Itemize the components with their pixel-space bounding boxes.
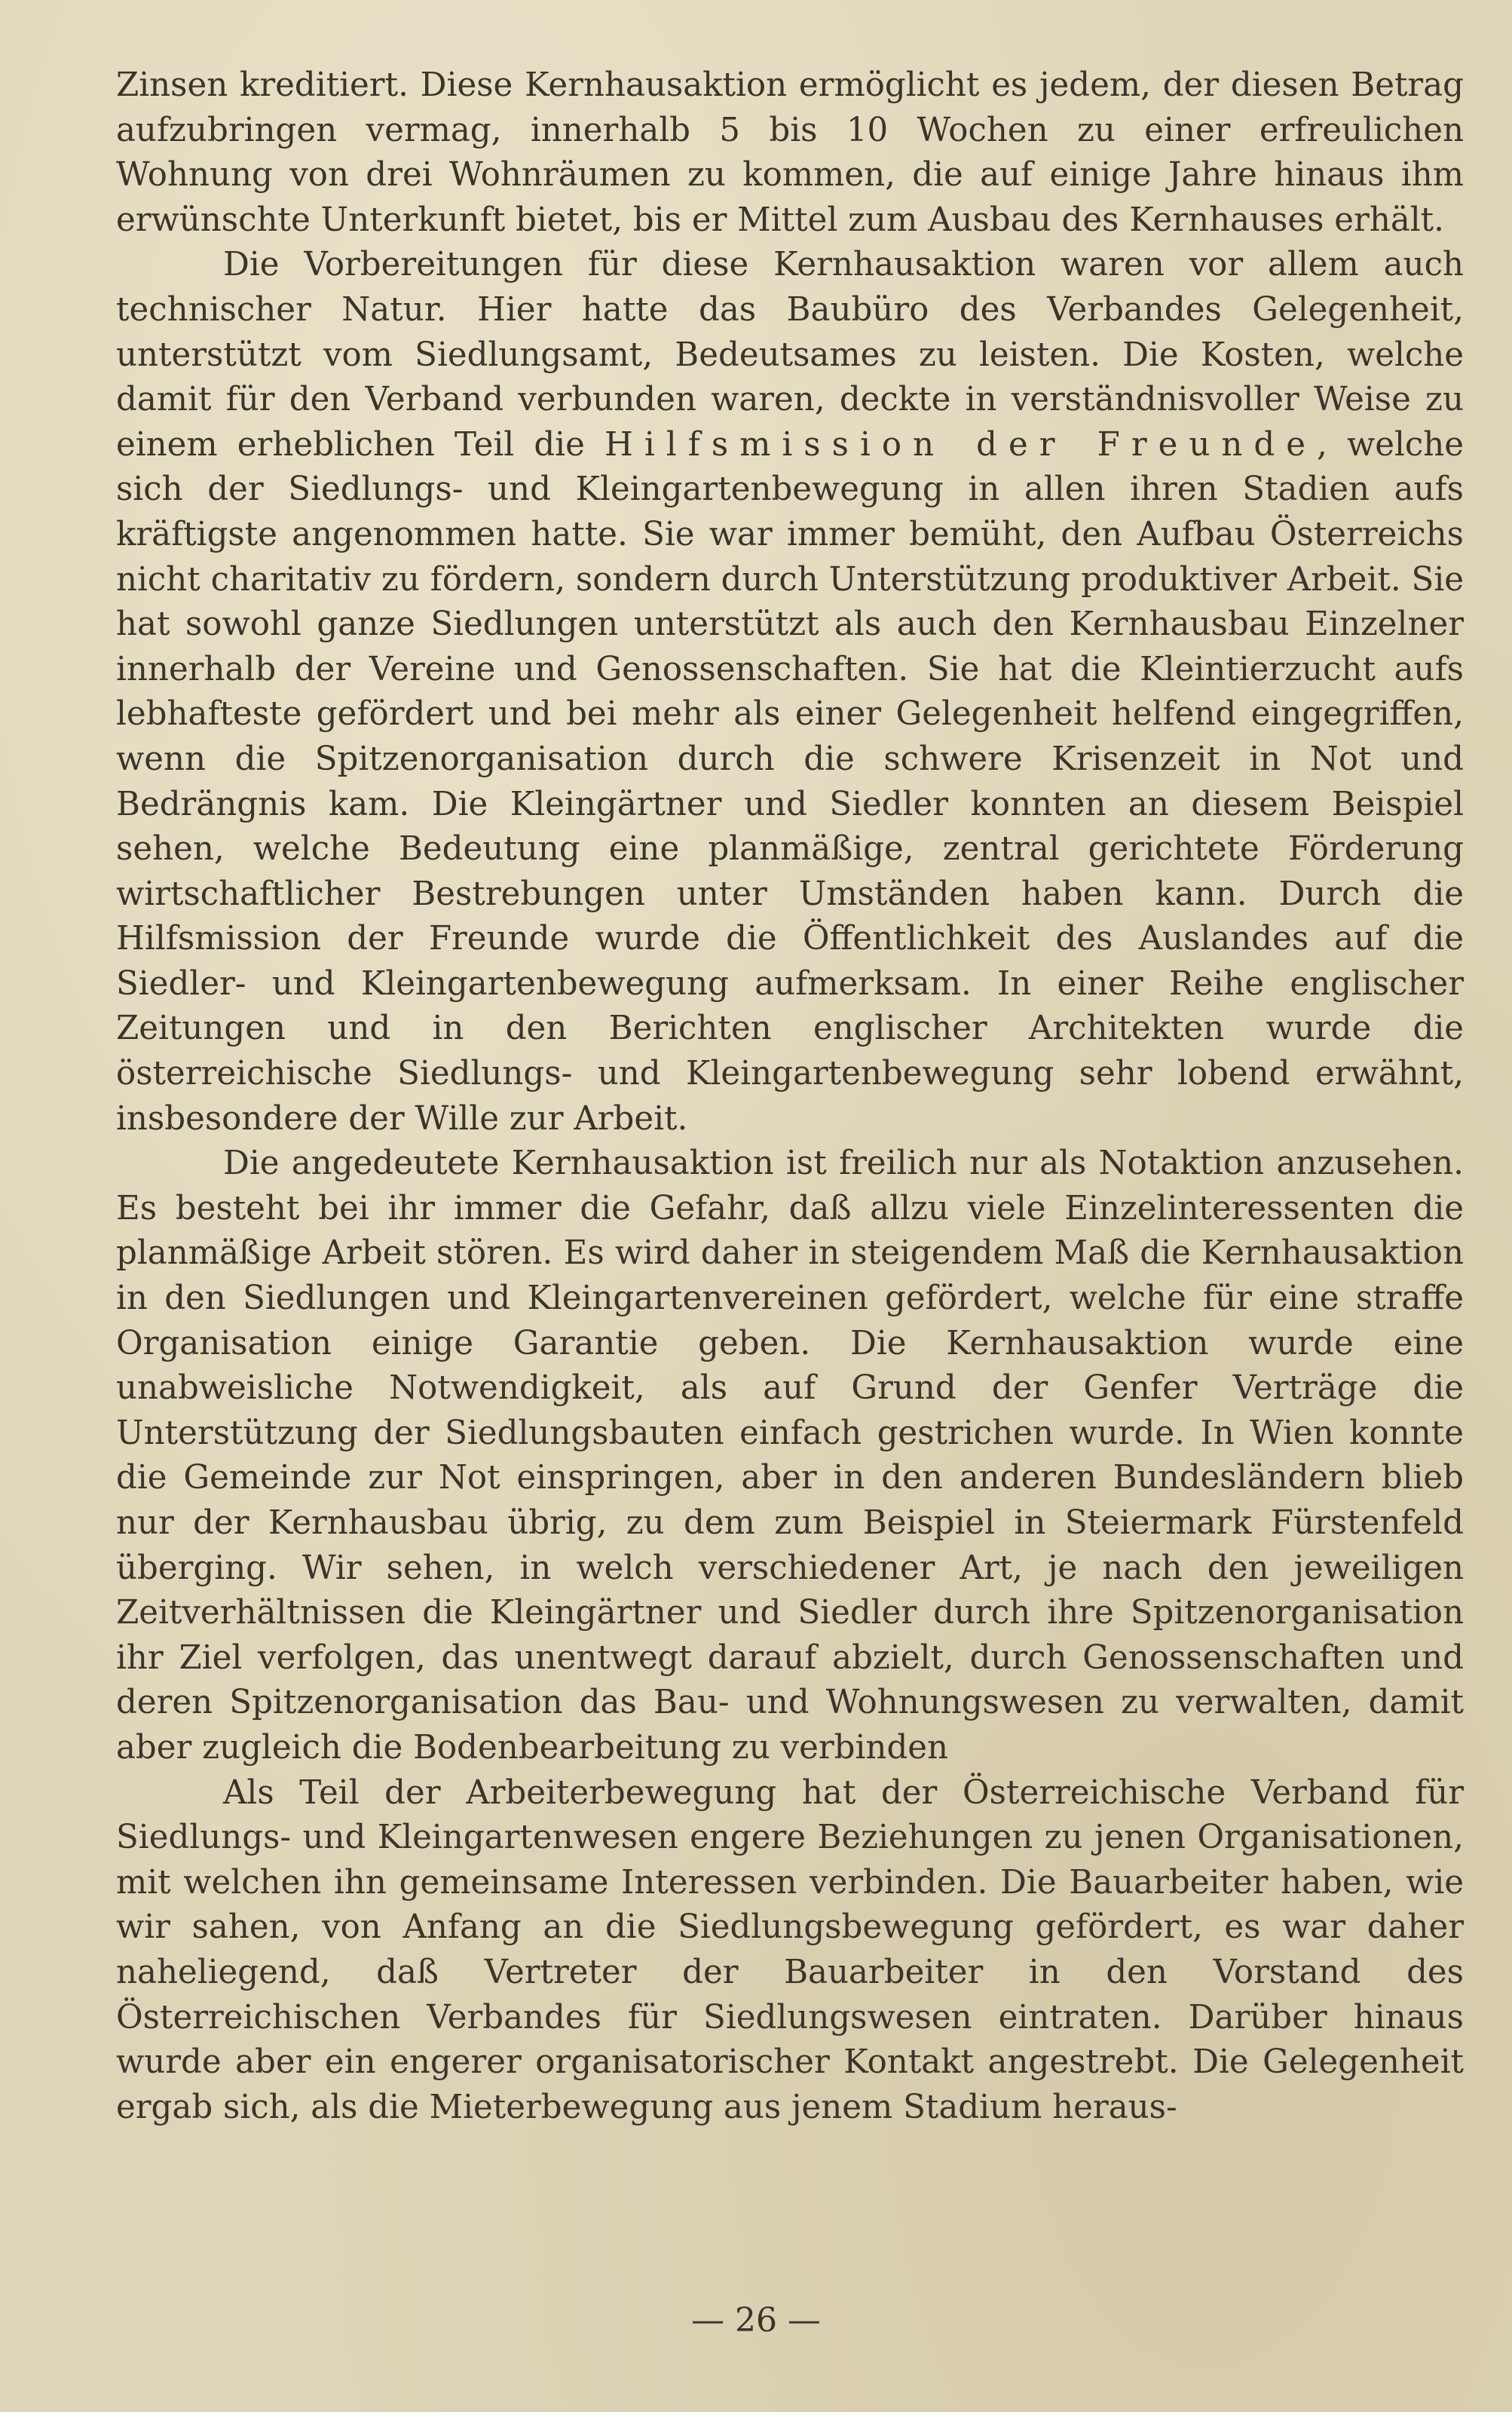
paragraph-preparations-text-end: , welche sich der Siedlungs- und Kleingartenbewegung in allen ihren Stadien aufs kräftigste angenommen hatte. Sie war immer bemüht, den Aufbau Österreichs nicht charitativ zu fördern, sondern durch Unterstützung produktiver Arbeit. Sie hat sowohl ganze Siedlungen unterstützt als auch den Kernhausbau Einzelner innerhalb der Vereine und Genossenschaften. Sie hat die Kleintierzucht aufs lebhafteste gefördert und bei mehr als einer Gelegenheit helfend eingegriffen, wenn die Spitzenorganisation durch die schwere Krisenzeit in Not und Bedrängnis kam. Die Kleingärtner und Siedler konnten an diesem Beispiel sehen, welche Bedeutung eine planmäßige, zentral gerichtete Förderung wirtschaftlicher Bestrebungen unter Umständen haben kann. Durch die Hilfsmission der Freunde wurde die Öffentlichkeit des Auslandes auf die Siedler- und Kleingartenbewegung aufmerksam. In einer Reihe englischer Zeitungen und in den Berichten englischer Architekten wurde die österreichische Siedlungs- und Kleingartenbewegung sehr lobend erwähnt, insbesondere der Wille zur Arbeit. — [116, 425, 1464, 1138]
paragraph-arbeiterbewegung: Als Teil der Arbeiterbewegung hat der Österreichische Verband für Siedlungs- und Kleingartenwesen engere Beziehungen zu jenen Organisationen, mit welchen ihn gemeinsame Interessen verbinden. Die Bauarbeiter haben, wie wir sahen, von Anfang an die Siedlungsbewegung gefördert, es war daher naheliegend, daß Vertreter der Bauarbeiter in den Vorstand des Österreichischen Verbandes für Siedlungswesen eintraten. Darüber hinaus wurde aber ein engerer organisatorischer Kontakt angestrebt. Die Gelegenheit ergab sich, als die Mieterbewegung aus jenem Stadium heraus- — [116, 1773, 1464, 2126]
paragraph-kernhaus-continuation: Zinsen kreditiert. Diese Kernhausaktion ermöglicht es jedem, der diesen Betrag aufzubringen vermag, innerhalb 5 bis 10 Wochen zu einer erfreulichen Wohnung von drei Wohnräumen zu kommen, die auf einige Jahre hinaus ihm erwünschte Unterkunft bietet, bis er Mittel zum Ausbau des Kernhauses erhält. — [116, 66, 1464, 239]
emphasis-hilfsmission: Hilfsmission der Freunde — [604, 425, 1318, 464]
page-number: — 26 — — [691, 2301, 821, 2340]
paragraph-preparations-text-start: Die Vorbereitungen für diese Kernhausaktion waren vor allem auch technischer Natur. Hier hatte das Baubüro des Verbandes Gelegenheit, unterstützt vom Siedlungsamt, Bedeutsames zu leisten. Die Kosten, welche damit für den Verband verbunden waren, deckte in verständnisvoller Weise zu einem erheblichen Teil die — [116, 246, 1464, 464]
paragraph-preparations — [116, 243, 1464, 1142]
page-body — [116, 63, 1464, 2265]
paragraph-notaktion: Die angedeutete Kernhausaktion ist freilich nur als Notaktion anzusehen. Es besteht bei ihr immer die Gefahr, daß allzu viele Einzelinteressenten die planmäßige Arbeit stören. Es wird daher in steigendem Maß die Kernhausaktion in den Siedlungen und Kleingartenvereinen gefördert, welche für eine straffe Organisation einige Garantie geben. Die Kernhausaktion wurde eine unabweisliche Notwendigkeit, als auf Grund der Genfer Verträge die Unterstützung der Siedlungsbauten einfach gestrichen wurde. In Wien konnte die Gemeinde zur Not einspringen, aber in den anderen Bundesländern blieb nur der Kernhausbau übrig, zu dem zum Beispiel in Steiermark Fürstenfeld überging. Wir sehen, in welch verschiedener Art, je nach den jeweiligen Zeitverhältnissen die Kleingärtner und Siedler durch ihre Spitzenorganisation ihr Ziel verfolgen, das unentwegt darauf abzielt, durch Genossenschaften und deren Spitzenorganisation das Bau- und Wohnungswesen zu verwalten, damit aber zugleich die Bodenbearbeitung zu verbinden — [116, 1145, 1464, 1767]
